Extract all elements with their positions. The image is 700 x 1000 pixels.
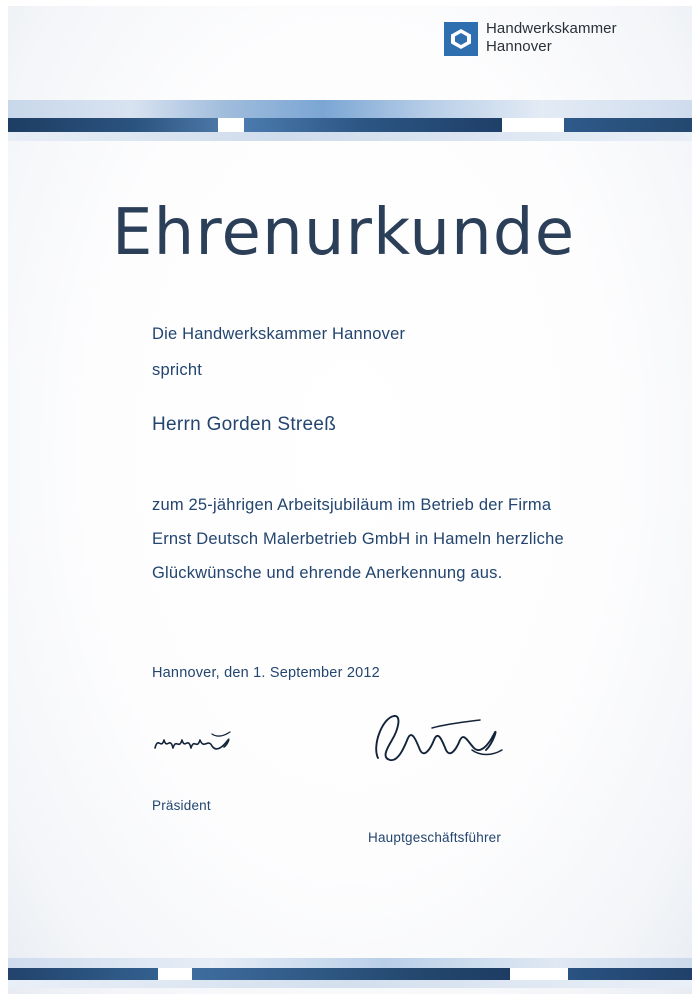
signature-label-president: Präsident: [152, 798, 211, 813]
signature-label-managing-director: Hauptgeschäftsführer: [368, 830, 502, 845]
bottom-bar-light: [8, 958, 692, 968]
signature-block-president: [152, 726, 332, 813]
bottom-bar-segment-2: [192, 968, 510, 980]
page-title: Ehrenurkunde: [112, 196, 576, 270]
lead-line-1: Die Handwerkskammer Hannover: [152, 325, 406, 343]
bottom-bar-shadow: [8, 980, 692, 988]
organization-name-line1: Handwerkskammer: [486, 20, 617, 37]
lead-text: [152, 316, 405, 388]
bottom-bar-segment-1: [8, 968, 158, 980]
bottom-bar-gap-2: [510, 968, 568, 980]
bottom-decorative-bars: [8, 958, 692, 992]
signature-praesident-icon: [152, 726, 262, 760]
signature-block-managing-director: [368, 706, 598, 845]
bottom-bar-segment-3: [568, 968, 692, 980]
place-and-date: Hannover, den 1. September 2012: [152, 665, 380, 681]
organization-name-line2: Hannover: [486, 38, 552, 56]
signature-hauptgeschaeftsfuehrer-icon: [368, 706, 518, 768]
lead-line-2: spricht: [152, 361, 202, 379]
citation-text: zum 25-jährigen Arbeitsjubiläum im Betrieb der Firma Ernst Deutsch Malerbetrieb GmbH in Hameln herzliche Glückwünsche und ehrende Anerkennung aus.: [152, 496, 564, 582]
honoree-name: Herrn Gorden Streeß: [152, 414, 337, 435]
bottom-bar-gap-1: [158, 968, 192, 980]
